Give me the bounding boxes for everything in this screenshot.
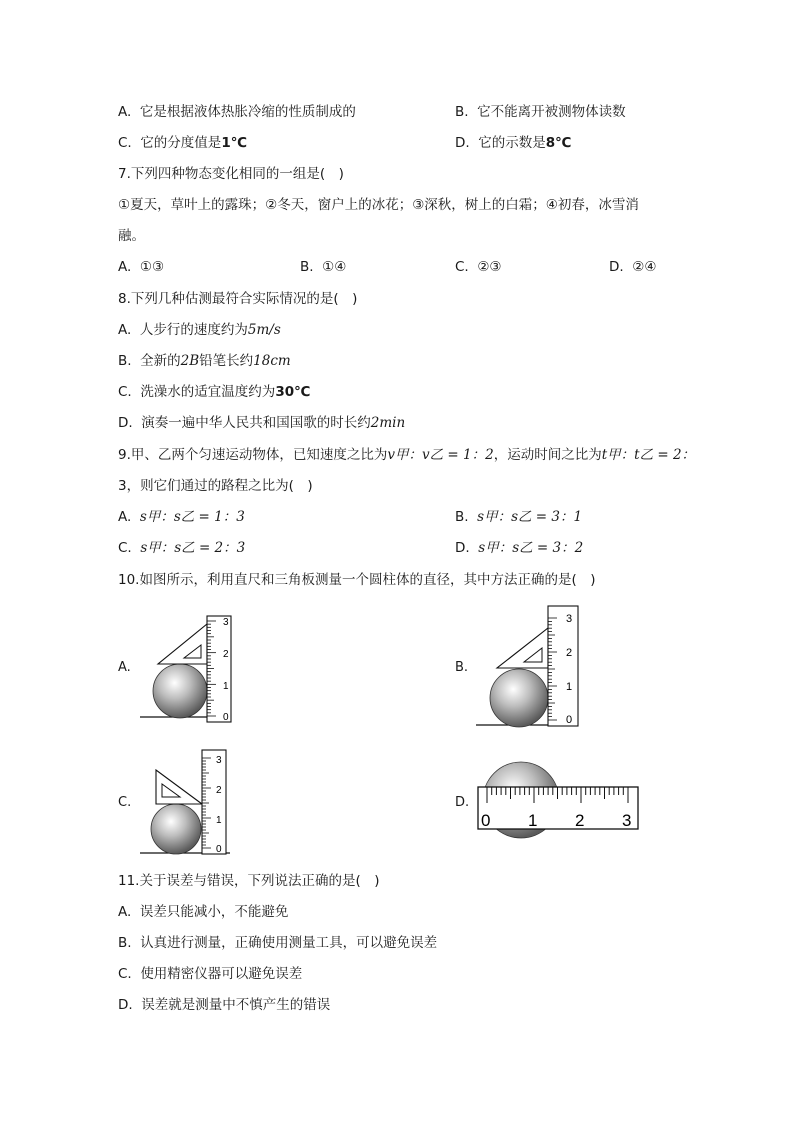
ruler-b-tick-1: 1 [566,681,573,693]
q10-stem: 10.如图所示，利用直尺和三角板测量一个圆柱体的直径，其中方法正确的是( ) [118,572,596,588]
ruler-d-tick-1: 1 [528,811,538,830]
q8-option-b: B. 全新的2B铅笔长约18cm [118,353,291,369]
ruler-d-tick-0: 0 [481,811,491,830]
q8-stem: 8.下列几种估测最符合实际情况的是( ) [118,291,358,307]
q10-figure-b-label: B. [455,660,469,675]
q9-option-a: A. s甲：s乙 = 1：3 [118,509,245,525]
q10-figure-b [476,606,578,727]
ruler-a-tick-3: 3 [223,617,229,628]
q10-figure-a-label: A. [118,660,131,675]
q11-option-a: A. 误差只能减小，不能避免 [118,904,289,920]
ruler-a-tick-1: 1 [223,681,229,692]
ruler-c-tick-1: 1 [216,815,222,826]
q7-option-b: B. ①④ [300,259,347,275]
ruler-d-tick-2: 2 [575,811,585,830]
q8-option-c: C. 洗澡水的适宜温度约为30℃ [118,384,311,400]
ruler-b-tick-2: 2 [566,647,573,659]
q9-stem: 9.甲、乙两个匀速运动物体，已知速度之比为v甲：v乙 = 1：2，运动时间之比为t甲：t乙 = 2： [118,447,696,463]
q10-figure-c [140,750,230,855]
q7-stem: 7.下列四种物态变化相同的一组是( ) [118,166,344,182]
ruler-c-tick-3: 3 [216,755,222,766]
q6-option-d: D. 它的示数是8℃ [455,135,572,151]
q9-option-b: B. s甲：s乙 = 3：1 [455,509,583,525]
q7-description: ①夏天，草叶上的露珠；②冬天，窗户上的冰花；③深秋，树上的白霜；④初春，冰雪消 [118,197,639,213]
q11-stem: 11.关于误差与错误，下列说法正确的是( ) [118,873,380,889]
q9-option-c: C. s甲：s乙 = 2：3 [118,540,246,556]
q6-option-c: C. 它的分度值是1℃ [118,135,248,151]
q8-option-a: A. 人步行的速度约为5m/s [118,322,281,338]
q9-option-d: D. s甲：s乙 = 3：2 [455,540,584,556]
ruler-d-tick-3: 3 [622,811,632,830]
q11-option-c: C. 使用精密仪器可以避免误差 [118,966,303,982]
q6-option-b: B. 它不能离开被测物体读数 [455,104,626,120]
ruler-b-tick-3: 3 [566,613,573,625]
ruler-b-tick-0: 0 [566,714,573,726]
ruler-c-tick-0: 0 [216,844,222,855]
q10-figure-d [478,762,638,838]
q7-option-d: D. ②④ [609,259,657,275]
q11-option-b: B. 认真进行测量，正确使用测量工具，可以避免误差 [118,935,438,951]
ruler-a-tick-0: 0 [223,712,229,723]
q6-option-a: A. 它是根据液体热胀冷缩的性质制成的 [118,104,356,120]
q7-description-cont: 融。 [118,228,145,244]
q10-figure-d-label: D. [455,795,470,810]
q10-figure-c-label: C. [118,795,132,810]
q7-option-a: A. ①③ [118,259,165,275]
q11-option-d: D. 误差就是测量中不慎产生的错误 [118,997,331,1013]
ruler-c-tick-2: 2 [216,785,222,796]
q10-figure-a [140,616,231,723]
q8-option-d: D. 演奏一遍中华人民共和国国歌的时长约2min [118,415,406,431]
q9-stem-cont: 3，则它们通过的路程之比为( ) [118,478,313,494]
q7-option-c: C. ②③ [455,259,502,275]
ruler-a-tick-2: 2 [223,649,229,660]
